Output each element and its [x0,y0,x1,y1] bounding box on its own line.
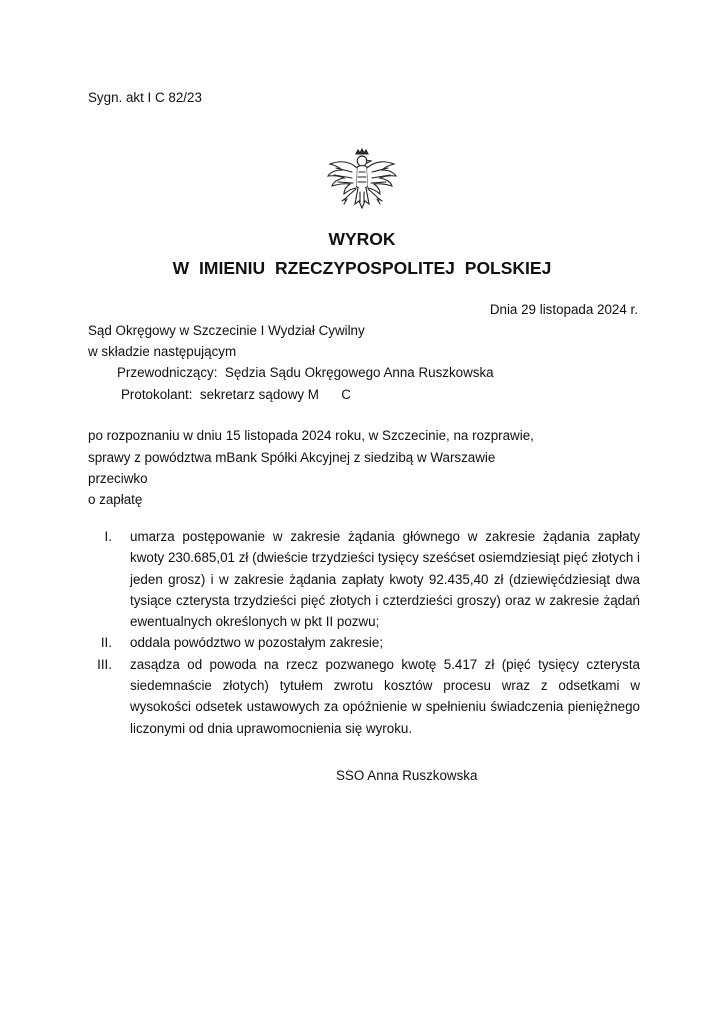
ruling-item [90,526,640,632]
judge-signature: SSO Anna Ruszkowska [336,768,478,783]
case-subject: o zapłatę [88,492,143,507]
hearing-details: po rozpoznaniu w dniu 15 listopada 2024 roku, w Szczecinie, na rozprawie, [88,428,534,443]
ruling-number: II. [100,635,112,651]
polish-eagle-emblem-icon [322,148,402,218]
case-number: Sygn. akt I C 82/23 [88,90,202,105]
court-name: Sąd Okręgowy w Szczecinie I Wydział Cywilny [88,323,365,338]
judgment-title: WYROK [328,229,396,249]
rulings-list [90,526,640,739]
ruling-number: I. [104,529,112,544]
composition-intro: w składzie następującym [88,344,237,359]
judgment-date: Dnia 29 listopada 2024 r. [489,302,638,317]
case-parties: sprawy z powództwa mBank Spółki Akcyjnej z siedzibą w Warszawie [88,450,496,465]
court-clerk: Protokolant: sekretarz sądowy M C [121,387,351,402]
presiding-judge: Przewodniczący: Sędzia Sądu Okręgowego Anna Ruszkowska [117,365,494,380]
ruling-text: umarza postępowanie w zakresie żądania głównego w zakresie żądania zapłaty kwoty 230.685,01 zł (dwieście trzydzieści tysięcy sześćset osiemdziesiąt pięć złotych i jeden grosz) i w zakresie żądania zapłaty kwoty 92.435,40 zł (dziewięćdziesiąt dwa tysiące czterysta trzydzieści pięć złotych i czterdzieści groszy) oraz w zakresie żądań ewentualnych określonych w pkt II pozwu; [130,529,640,630]
ruling-text: zasądza od powoda na rzecz pozwanego kwotę 5.417 zł (pięć tysięcy czterysta siedemnaście złotych) tytułem zwrotu kosztów procesu wraz z odsetkami w wysokości odsetek ustawowych za opóźnienie w spełnieniu świadczenia pieniężnego liczonymi od dnia uprawomocnienia się wyroku. [130,656,640,736]
ruling-number: III. [97,656,112,672]
ruling-item [90,654,640,739]
ruling-text: oddala powództwo w pozostałym zakresie; [130,635,384,651]
ruling-item [90,632,640,653]
against-label: przeciwko [88,471,148,486]
judgment-subtitle: W IMIENIU RZECZYPOSPOLITEJ POLSKIEJ [172,258,552,278]
